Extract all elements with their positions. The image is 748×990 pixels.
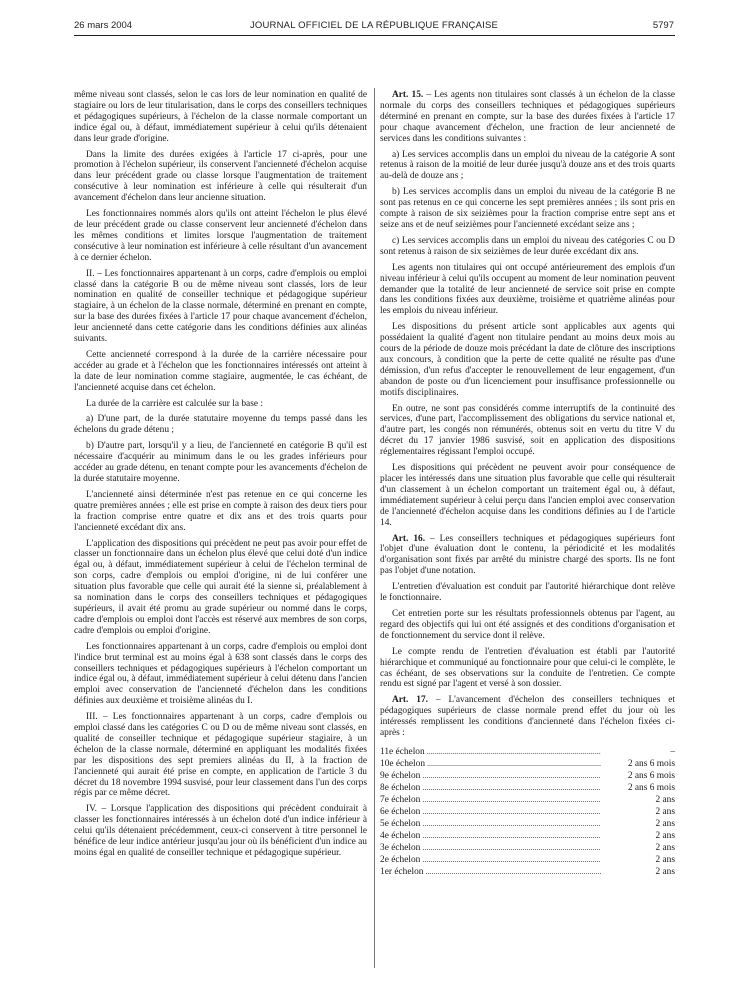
echelon-duration: 2 ans	[655, 854, 675, 865]
paragraph: IV. – Lorsque l'application des dispositions qui précèdent conduirait à classer les fonctionnaires intéressés à un échelon doté d'un indice inférieur à celui qu'ils détenaient précédemment, ceux-ci conservent à titre personnel le bénéfice de leur indice antérieur jusqu'au jour où ils bénéficient d'un indice au moins égal en qualité de conseiller technique et pédagogique supérieur.	[74, 804, 367, 858]
leader-dots	[425, 867, 601, 878]
paragraph: b) Les services accomplis dans un emploi du niveau de la catégorie B ne sont pas retenus en ce qui concerne les sept premières années ; ils sont pris en compte à raison de six seizièmes pour la fraction comprise entre sept ans et seize ans et de neuf seizièmes pour l'ancienneté excédant seize ans ;	[380, 187, 675, 230]
echelon-duration: 2 ans 6 mois	[627, 770, 675, 781]
echelon-label: 4e échelon	[380, 830, 421, 841]
echelon-label: 5e échelon	[380, 818, 421, 829]
echelon-duration: 2 ans	[655, 806, 675, 817]
echelon-duration: 2 ans	[655, 830, 675, 841]
header-page-number: 5797	[652, 20, 674, 31]
echelon-label: 1er échelon	[380, 866, 424, 877]
header-journal-title: JOURNAL OFFICIEL DE LA RÉPUBLIQUE FRANÇAISE	[249, 20, 499, 31]
paragraph: Les agents non titulaires qui ont occupé antérieurement des emplois d'un niveau inférieur à celui qu'ils occupent au moment de leur nomination peuvent demander que la totalité de leur ancienneté de service soit prise en compte dans les conditions fixées aux deuxième, troisième et quatrième alinéas pour les emplois du niveau inférieur.	[380, 262, 675, 317]
header-date: 26 mars 2004	[74, 20, 133, 31]
echelon-row	[380, 855, 675, 867]
echelon-row	[380, 867, 675, 879]
art17-label: Art. 17.	[392, 695, 428, 706]
page-header	[74, 20, 674, 34]
paragraph: La durée de la carrière est calculée sur la base :	[86, 398, 263, 409]
paragraph: Cet entretien porte sur les résultats professionnels obtenus par l'agent, au regard des objectifs qui lui ont été assignés et des conditions d'organisation et de fonctionnement du service dont il relève.	[380, 608, 675, 641]
echelon-row	[380, 831, 675, 843]
art15-label: Art. 15.	[392, 90, 424, 100]
paragraph: Dans la limite des durées exigées à l'article 17 ci-après, pour une promotion à l'échelon supérieur, ils conservent l'ancienneté d'échelon acquise dans leur précédent grade ou classe lorsque l'augmentation de traitement consécutive à leur nomination est inférieure à celle qui résulterait d'un avancement d'échelon dans leur ancienne situation.	[74, 149, 367, 204]
echelon-label: 2e échelon	[380, 854, 421, 865]
echelon-duration-table	[380, 747, 675, 879]
leader-dots	[427, 747, 601, 758]
paragraph: Cette ancienneté correspond à la durée de la carrière nécessaire pour accéder au grade et à l'échelon que les fonctionnaires intéressés ont atteint à la date de leur nomination comme stagiaire, augmentée, le cas échéant, de l'ancienneté acquise dans cet échelon.	[74, 349, 367, 393]
echelon-duration: 2 ans	[655, 866, 675, 877]
echelon-row	[380, 807, 675, 819]
paragraph: Le compte rendu de l'entretien d'évaluation est établi par l'autorité hiérarchique et communiqué au fonctionnaire pour que celui-ci le complète, le cas échéant, de ses observations sur la conduite de l'entretien. Ce compte rendu est signé par l'agent et versé à son dossier.	[380, 646, 675, 690]
echelon-row	[380, 783, 675, 795]
echelon-row	[380, 759, 675, 771]
left-column	[74, 90, 367, 864]
paragraph: Les fonctionnaires appartenant à un corps, cadre d'emplois ou emploi dont l'indice brut terminal est au moins égal à 638 sont classés dans le corps des conseillers techniques et pédagogiques supérieurs à l'échelon comportant un indice égal ou, à défaut, immédiatement supérieur à celui détenu dans l'ancien emploi avec conservation de l'ancienneté d'échelon dans les conditions définies aux deuxième et troisième alinéas du I.	[74, 641, 367, 707]
echelon-label: 3e échelon	[380, 842, 421, 853]
echelon-label: 6e échelon	[380, 806, 421, 817]
paragraph: II. – Les fonctionnaires appartenant à un corps, cadre d'emplois ou emploi classé dans la catégorie B ou de même niveau sont classés, lors de leur nomination en qualité de conseiller technique et pédagogique supérieur stagiaire, à un échelon de la classe normale, déterminé en prenant en compte, sur la base des durées fixées à l'article 17 pour chaque avancement d'échelon, leur ancienneté dans cette catégorie dans les conditions définies aux alinéas suivants.	[74, 268, 367, 345]
echelon-label: 7e échelon	[380, 794, 421, 805]
echelon-duration: –	[670, 746, 675, 757]
leader-dots	[422, 843, 601, 854]
echelon-label: 10e échelon	[380, 758, 426, 769]
leader-dots	[422, 807, 601, 818]
echelon-row	[380, 843, 675, 855]
paragraph: L'application des dispositions qui précèdent ne peut pas avoir pour effet de classer un fonctionnaire dans un échelon plus élevé que celui doté d'un indice égal ou, à défaut, immédiatement supérieur à celui de l'échelon terminal de son corps, cadre d'emplois ou emploi d'origine, ni de lui conférer une situation plus favorable que celle qui aurait été la sienne si, préalablement à sa nomination dans le corps des conseillers techniques et pédagogiques supérieurs, il avait été promu au grade supérieur ou nommé dans le corps, cadre d'emplois ou emploi dont l'accès est réservé aux membres de son corps, cadre d'emplois ou emploi d'origine.	[74, 538, 367, 636]
paragraph: Les fonctionnaires nommés alors qu'ils ont atteint l'échelon le plus élevé de leur précédent grade ou classe conservent leur ancienneté d'échelon dans les mêmes conditions et limites lorsque l'augmentation de traitement consécutive à leur nomination est inférieure à celle résultant d'un avancement à ce dernier échelon.	[74, 209, 367, 263]
leader-dots	[422, 783, 601, 794]
leader-dots	[422, 819, 601, 830]
art16-intro: Art. 16. – Les conseillers techniques et pédagogiques supérieurs font l'objet d'une évaluation dont le contenu, la périodicité et les modalités d'organisation sont fixés par arrêté du ministre chargé des sports. Ils ne font pas l'objet d'une notation.	[380, 533, 675, 577]
paragraph: En outre, ne sont pas considérés comme interruptifs de la continuité des services, d'une part, l'accomplissement des obligations du service national et, d'autre part, les congés non rémunérés, obtenus soit en vertu du titre V du décret du 17 janvier 1986 susvisé, soit en application des dispositions réglementaires régissant l'emploi occupé.	[380, 403, 675, 458]
echelon-label: 8e échelon	[380, 782, 421, 793]
leader-dots	[422, 771, 601, 782]
paragraph: b) D'autre part, lorsqu'il y a lieu, de l'ancienneté en catégorie B qu'il est nécessaire d'acquérir au minimum dans le ou les grades inférieurs pour accéder au grade détenu, en tenant compte pour les avancements d'échelon de la durée statutaire moyenne.	[74, 441, 367, 484]
leader-dots	[422, 795, 601, 806]
art15-intro: Art. 15. – Les agents non titulaires sont classés à un échelon de la classe normale du corps des conseillers techniques et pédagogiques supérieurs déterminé en prenant en compte, sur la base des durées fixées à l'article 17 pour chaque avancement d'échelon, une fraction de leur ancienneté de services dans les conditions suivantes :	[380, 90, 675, 144]
right-column	[380, 90, 675, 879]
paragraph: a) D'une part, de la durée statutaire moyenne du temps passé dans les échelons du grade détenu ;	[74, 414, 367, 436]
echelon-duration: 2 ans	[655, 818, 675, 829]
art15-body	[380, 150, 675, 529]
header-rule	[74, 35, 675, 36]
paragraph: III. – Les fonctionnaires appartenant à un corps, cadre d'emplois ou emploi classé dans les catégories C ou D ou de même niveau sont classés, en qualité de conseiller technique et pédagogique supérieur stagiaire, à un échelon de la classe normale, déterminé en appliquant les modalités fixées par les dispositions des sept premiers alinéas du II, à la fraction de l'ancienneté qui aurait été prise en compte, en application de l'article 3 du décret du 18 novembre 1994 susvisé, pour leur classement dans l'un des corps régis par ce même décret.	[74, 712, 367, 799]
column-divider	[374, 88, 375, 968]
echelon-row	[380, 747, 675, 759]
echelon-duration: 2 ans 6 mois	[627, 782, 675, 793]
echelon-row	[380, 819, 675, 831]
paragraph: même niveau sont classés, selon le cas lors de leur nomination en qualité de stagiaire ou lors de leur titularisation, dans le corps des conseillers techniques et pédagogiques supérieurs, à l'échelon de la classe normale comportant un indice égal ou, à défaut, immédiatement supérieur à celui qu'ils détenaient dans leur grade d'origine.	[74, 90, 367, 144]
paragraph: a) Les services accomplis dans un emploi du niveau de la catégorie A sont retenus à raison de la moitié de leur durée jusqu'à douze ans et des trois quarts au-delà de douze ans ;	[380, 149, 675, 182]
art16-label: Art. 16.	[392, 533, 426, 544]
paragraph: L'ancienneté ainsi déterminée n'est pas retenue en ce qui concerne les quatre premières années ; elle est prise en compte à raison des deux tiers pour la fraction comprise entre quatre et dix ans et des trois quarts pour l'ancienneté excédant dix ans.	[74, 489, 367, 533]
echelon-label: 11e échelon	[380, 746, 425, 757]
paragraph: c) Les services accomplis dans un emploi du niveau des catégories C ou D sont retenus à raison de six seizièmes de leur durée excédant dix ans.	[380, 235, 675, 257]
paragraph: Les dispositions du présent article sont applicables aux agents qui possédaient la qualité d'agent non titulaire pendant au moins deux mois au cours de la période de douze mois précédant la date de clôture des inscriptions aux concours, à condition que la perte de cette qualité ne résulte pas d'une démission, d'un refus d'accepter le renouvellement de leur engagement, d'un abandon de poste ou d'un licenciement pour insuffisance professionnelle ou motifs disciplinaires.	[380, 322, 675, 398]
leader-dots	[422, 831, 601, 842]
echelon-duration: 2 ans	[655, 842, 675, 853]
echelon-label: 9e échelon	[380, 770, 421, 781]
paragraph: L'entretien d'évaluation est conduit par l'autorité hiérarchique dont relève le fonctionnaire.	[380, 582, 675, 604]
leader-dots	[422, 855, 601, 866]
art17-intro: Art. 17. – L'avancement d'échelon des conseillers techniques et pédagogiques supérieurs de classe normale prend effet du jour où les intéressés remplissent les conditions d'ancienneté dans l'échelon fixées ci-après :	[380, 695, 675, 739]
echelon-row	[380, 771, 675, 783]
leader-dots	[427, 759, 601, 770]
echelon-row	[380, 795, 675, 807]
paragraph: Les dispositions qui précèdent ne peuvent avoir pour conséquence de placer les intéressés dans une situation plus favorable que celle qui résulterait d'un classement à un échelon comportant un traitement égal ou, à défaut, immédiatement supérieur à celui perçu dans l'ancien emploi avec conservation de l'ancienneté d'échelon acquise dans les conditions définies au I de l'article 14.	[380, 463, 675, 528]
art16-body	[380, 582, 675, 690]
echelon-duration: 2 ans 6 mois	[627, 758, 675, 769]
echelon-duration: 2 ans	[655, 794, 675, 805]
